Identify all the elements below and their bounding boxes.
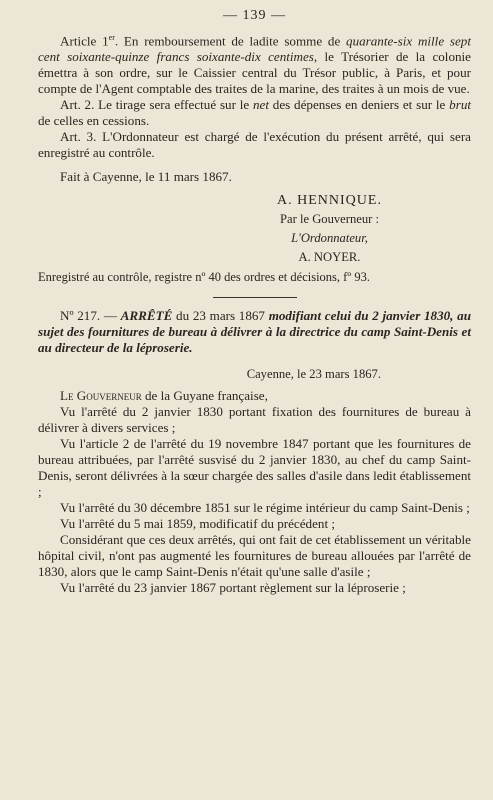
gouverneur-line [38,388,471,404]
article-2 [38,97,471,129]
article-2-text-end: de celles en cessions. [38,113,150,129]
decree-heading [38,308,471,356]
decree-number: Nº 217. — [60,308,121,324]
article-1-label: Article 1 [60,33,109,49]
article-3: Art. 3. L'Ordonnateur est chargé de l'exécution du présent arrêté, qui sera enregistré au contrôle. [38,129,471,161]
article-2-net: net [253,97,269,113]
gouverneur-rest: de la Guyane française, [141,388,268,404]
signature-block [188,191,471,267]
governor-name: A. HENNIQUE. [277,193,382,209]
vu-paragraph: Vu l'arrêté du 23 janvier 1867 portant règlement sur la léproserie ; [60,580,406,596]
section-divider [213,297,297,298]
vu-paragraph: Vu l'arrêté du 5 mai 1859, modificatif du précédent ; [60,516,335,532]
article-2-text-mid: des dépenses en deniers et sur le [269,97,450,113]
fait-line: Fait à Cayenne, le 11 mars 1867. [60,169,232,185]
ordonnateur-role-text: L'Ordonnateur, [291,231,368,246]
page-number: — 139 — [223,8,286,23]
decree-subject: modifiant celui du 2 janvier 1830, au sujet des fournitures de bureau à délivrer à la directrice du camp Saint-Denis et au directeur de la léproserie. [38,308,471,356]
article-1-text: . En remboursement de ladite somme de [114,33,347,49]
article-1-sup: er [108,33,115,42]
decree-title: ARRÊTÉ [120,308,173,324]
article-1-amount: quarante-six mille sept cent soixante-quinze francs soixante-dix centimes, [38,33,471,65]
vu-paragraph: Vu l'arrêté du 2 janvier 1830 portant fixation des fournitures de bureau à délivrer à divers services ; [38,404,471,436]
par-le-gouverneur: Par le Gouverneur : [280,212,379,227]
vu-paragraph: Vu l'arrêté du 30 décembre 1851 sur le régime intérieur du camp Saint-Denis ; [60,500,470,516]
decree-date: du 23 mars 1867 [172,308,269,324]
decree-date-line: Cayenne, le 23 mars 1867. [246,367,381,382]
article-2-text: Art. 2. Le tirage sera effectué sur le [60,97,253,113]
considerant-paragraph: Considérant que ces deux arrêtés, qui ont fait de cet établissement un véritable hôpital civil, n'ont pas augmenté les fournitures de bureau allouées par l'arrêté de 1830, alors que le camp Saint-Denis n'était qu'une salle d'asile ; [38,532,471,580]
gouverneur-caps: Le Gouverneur [60,388,142,404]
article-1-text-end: le Trésorier de la colonie émettra à son ordre, sur le Caissier central du Trésor public, à Paris, et pour compte de l'Agent comptable des traites de la marine, des traites à un mois de vue. [38,49,471,97]
article-1 [38,30,471,97]
ordonnateur-name: A. NOYER. [298,250,361,265]
register-note: Enregistré au contrôle, registre nº 40 des ordres et décisions, fº 93. [38,270,370,285]
ordonnateur-role [188,229,471,248]
article-2-brut: brut [449,97,471,113]
vu-paragraph: Vu l'article 2 de l'arrêté du 19 novembre 1847 portant que les fournitures de bureau attribuées, par l'arrêté susvisé du 2 janvier 1830, au chef du camp Saint-Denis, seront délivrées à la sœur chargée des salles d'asile dans ledit établissement ; [38,436,471,500]
